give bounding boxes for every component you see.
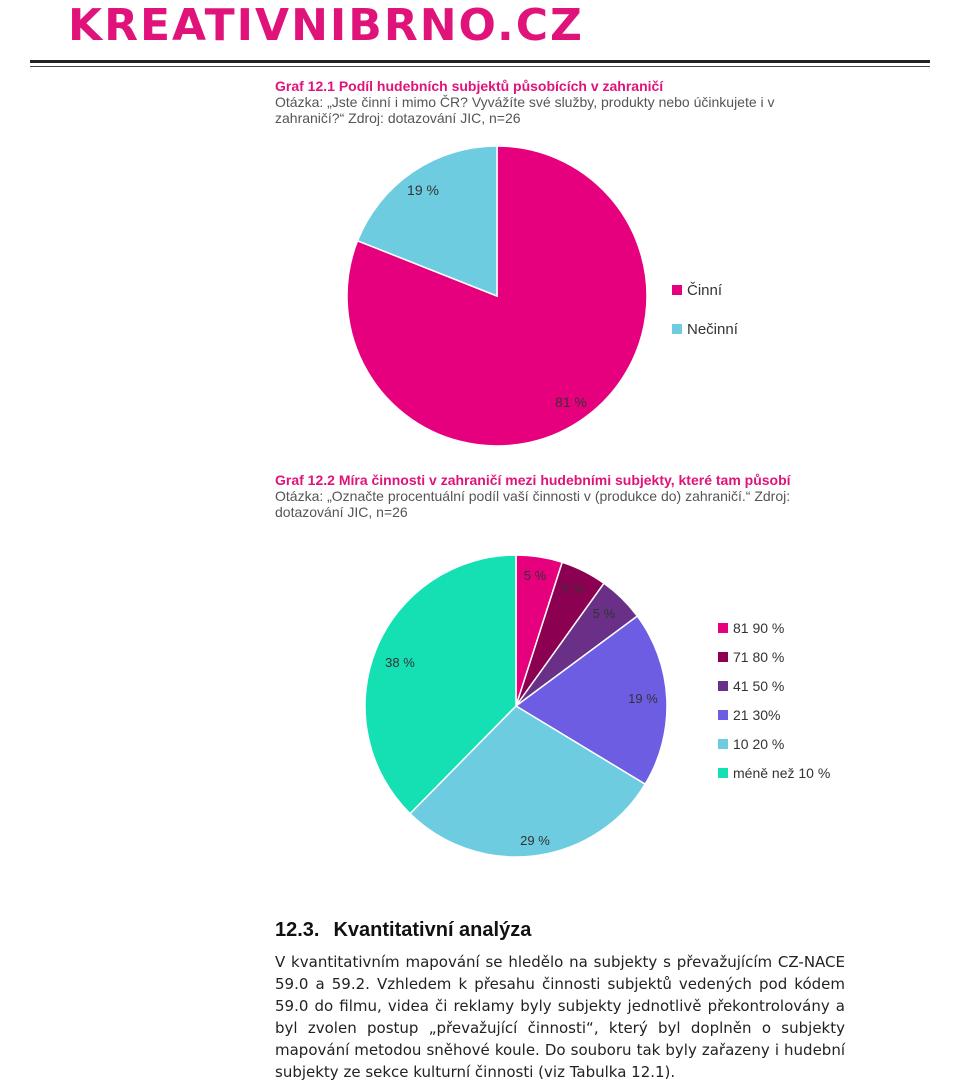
chart2-legend-swatch-2 <box>718 681 728 691</box>
chart1-data-label-0: 81 % <box>555 394 587 410</box>
header-divider-thin <box>30 66 930 67</box>
chart2-legend-label-0: 81 90 % <box>733 620 785 636</box>
chart2-pie-chart <box>0 540 960 900</box>
chart2-data-label-5: 38 % <box>385 655 415 670</box>
chart2-legend-label-2: 41 50 % <box>733 678 785 694</box>
chart1-subtitle: Otázka: „Jste činní i mimo ČR? Vyvážíte své služby, produkty nebo účinkujete i v zahraničí?“ Zdroj: dotazování JIC, n=26 <box>275 94 775 126</box>
chart1-pie-chart <box>0 140 960 470</box>
section-paragraph: V kvantitativním mapování se hledělo na subjekty s převažujícím CZ-NACE 59.0 a 59.2. Vzhledem k přesahu činnosti subjektů vedených pod kódem 59.0 do filmu, videa či reklamy byly subjekty jednotlivě překontrolovány a byl zvolen postup „převažující činnosti“, který byl doplněn o subjekty mapování metodou sněhové koule. Do souboru tak byly zařazeny i hudební subjekty ze sekce kulturní činnosti (viz Tabulka 12.1). <box>275 953 845 1081</box>
header-divider <box>30 60 930 63</box>
chart1-legend-swatch-1 <box>672 324 682 334</box>
chart1-legend-label-1: Nečinní <box>687 321 738 338</box>
chart2-data-label-1: 5 % <box>561 581 585 596</box>
chart2-data-label-2: 5 % <box>592 606 616 621</box>
section-number: 12.3. <box>275 919 320 941</box>
site-logo: KREATIVNIBRNO.CZ <box>68 0 584 51</box>
chart2-legend-label-1: 71 80 % <box>733 649 785 665</box>
chart2-legend-swatch-3 <box>718 710 728 720</box>
chart2-subtitle: Otázka: „Označte procentuální podíl vaší činnosti v (produkce do) zahraničí.“ Zdroj: dotazování JIC, n=26 <box>275 488 791 520</box>
chart1-caption <box>275 78 835 126</box>
chart2-legend-label-3: 21 30% <box>733 707 781 723</box>
section-heading <box>275 919 531 942</box>
chart1-title: Graf 12.1 Podíl hudebních subjektů působících v zahraničí <box>275 78 664 94</box>
chart2-legend-swatch-0 <box>718 623 728 633</box>
chart2-legend-swatch-5 <box>718 768 728 778</box>
chart2-legend-label-4: 10 20 % <box>733 736 785 752</box>
chart1-legend-label-0: Činní <box>687 282 723 299</box>
chart2-legend-swatch-4 <box>718 739 728 749</box>
chart2-data-label-4: 29 % <box>520 833 550 848</box>
chart1-legend-swatch-0 <box>672 285 682 295</box>
chart2-title: Graf 12.2 Míra činnosti v zahraničí mezi hudebními subjekty, které tam působí <box>275 472 791 488</box>
chart2-data-label-3: 19 % <box>628 691 658 706</box>
section-title: Kvantitativní analýza <box>333 919 532 941</box>
chart2-caption <box>275 472 835 520</box>
chart2-legend-label-5: méně než 10 % <box>733 765 831 781</box>
chart2-data-label-0: 5 % <box>523 568 547 583</box>
chart2-legend-swatch-1 <box>718 652 728 662</box>
chart1-data-label-1: 19 % <box>407 182 439 198</box>
